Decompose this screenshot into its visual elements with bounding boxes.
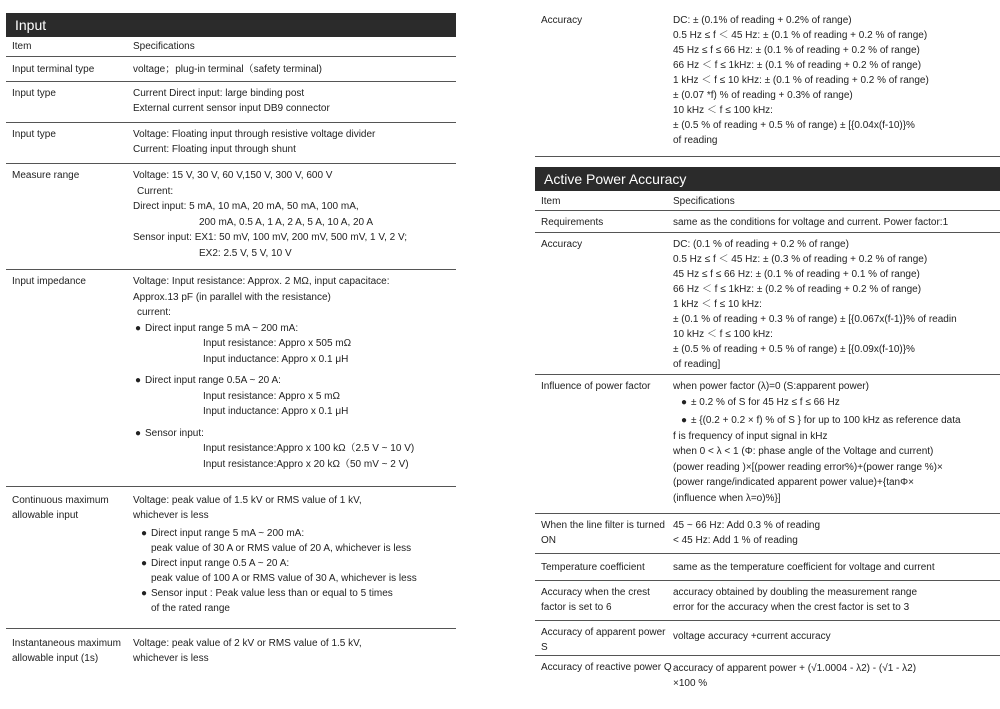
- row-item: Accuracy of reactive power Q: [541, 662, 672, 673]
- spec-line: 10 kHz ＜ f ≤ 100 kHz:: [673, 329, 773, 340]
- row-item: Input terminal type: [12, 64, 95, 75]
- spec-line: of reading: [673, 135, 718, 146]
- row-spec: [673, 560, 1000, 580]
- spec-line: Current: Floating input through shunt: [133, 144, 296, 155]
- bullet-icon: ●: [141, 588, 148, 599]
- header-item: Item: [12, 41, 32, 52]
- spec-line: EX2: 2.5 V, 5 V, 10 V: [199, 247, 292, 259]
- spec-line: (power reading )×[(power reading error%)+(power range %)×: [673, 461, 943, 473]
- row-spec: [673, 518, 1000, 553]
- spec-line: Voltage: 15 V, 30 V, 60 V,150 V, 300 V, 600 V: [133, 170, 333, 181]
- header-spec: Specifications: [133, 41, 195, 52]
- spec-line: 10 kHz ＜ f ≤ 100 kHz:: [673, 105, 773, 116]
- bullet-icon: ●: [681, 396, 688, 408]
- row-spec: [133, 636, 456, 666]
- table-row: [535, 554, 1000, 581]
- bullet-icon: ●: [141, 528, 148, 539]
- spec-line: 1 kHz ＜ f ≤ 10 kHz:: [673, 299, 762, 310]
- bullet-icon: ●: [141, 558, 148, 569]
- row-item: Accuracy: [541, 15, 583, 26]
- spec-line: Input resistance:Appro x 20 kΩ（50 mV ~ 2 V): [203, 458, 409, 470]
- bullet-icon: ●: [135, 375, 142, 386]
- spec-line: voltage accuracy +current accuracy: [673, 631, 831, 642]
- spec-line: 45 Hz ≤ f ≤ 66 Hz: ± (0.1 % of reading + 0.1 % of range): [673, 269, 920, 280]
- spec-line: (influence when λ=o)%}]: [673, 492, 781, 504]
- spec-line: f is frequency of input signal in kHz: [673, 430, 828, 442]
- table-row: [535, 233, 1000, 375]
- row-spec: [673, 625, 1000, 655]
- spec-line: accuracy obtained by doubling the measurement range: [673, 587, 918, 598]
- list-item: ● Sensor input : Peak value less than or equal to 5 times: [141, 588, 393, 599]
- spec-line: Direct input: 5 mA, 10 mA, 20 mA, 50 mA, 100 mA,: [133, 201, 359, 212]
- row-item: Accuracy: [541, 239, 583, 250]
- row-item: Temperature coefficient: [541, 562, 645, 573]
- power-spec-column: [535, 0, 1000, 691]
- row-item: Continuous maximum allowable input: [12, 495, 109, 521]
- row-item: Influence of power factor: [541, 381, 651, 392]
- table-row: [6, 123, 456, 164]
- row-spec: [673, 237, 1000, 374]
- spec-line: whichever is less: [133, 653, 209, 664]
- input-table-header: [6, 37, 456, 57]
- bullet-icon: ●: [135, 427, 142, 439]
- spec-line: DC: ± (0.1% of reading + 0.2% of range): [673, 15, 852, 26]
- row-item: Accuracy of apparent power S: [541, 627, 666, 653]
- bullet-icon: ●: [681, 415, 688, 426]
- spec-line: peak value of 30 A or RMS value of 20 A, whichever is less: [151, 543, 412, 554]
- spec-line: same as the temperature coefficient for voltage and current: [673, 562, 935, 573]
- power-table-header: [535, 191, 1000, 211]
- spec-line: Approx.13 pF (in parallel with the resistance): [133, 291, 331, 303]
- list-item: ● Direct input range 0.5A ~ 20 A:: [133, 373, 456, 389]
- spec-line: accuracy of apparent power + (√1.0004 - λ2) - (√1 - λ2): [673, 663, 917, 674]
- power-section-title: Active Power Accuracy: [535, 167, 1000, 191]
- spec-line: (power range/indicated apparent power value)+{tanΦ×: [673, 477, 914, 488]
- spec-line: error for the accuracy when the crest factor is set to 3: [673, 602, 910, 613]
- spec-line: Voltage: peak value of 2 kV or RMS value of 1.5 kV,: [133, 638, 362, 649]
- list-item: ● Sensor input:: [133, 426, 456, 442]
- list-item: ● Direct input range 5 mA ~ 200 mA:: [141, 528, 305, 539]
- spec-line: when power factor (λ)=0 (S:apparent power): [673, 381, 869, 392]
- spec-line: Voltage: Input resistance: Approx. 2 MΩ, input capacitace:: [133, 276, 390, 287]
- spec-line: whichever is less: [133, 510, 209, 521]
- spec-line: ± (0.1 % of reading + 0.3 % of range) ± [{0.067x(f-1)}% of readin: [673, 314, 957, 325]
- table-row: [6, 487, 456, 629]
- spec-line: External current sensor input DB9 connector: [133, 103, 330, 114]
- row-spec: [673, 660, 1000, 691]
- spec-line: 200 mA, 0.5 A, 1 A, 2 A, 5 A, 10 A, 20 A: [199, 216, 374, 228]
- spec-line: voltage；plug-in terminal（safety terminal): [133, 64, 322, 75]
- spec-line: 0.5 Hz ≤ f ＜ 45 Hz: ± (0.1 % of reading + 0.2 % of range): [673, 30, 928, 41]
- spec-line: 45 ~ 66 Hz: Add 0.3 % of reading: [673, 520, 821, 531]
- list-item: ● ± 0.2 % of S for 45 Hz ≤ f ≤ 66 Hz: [673, 395, 1000, 411]
- spec-line: Input inductance: Appro x 0.1 μH: [203, 406, 349, 417]
- table-row: [6, 270, 456, 487]
- spec-line: < 45 Hz: Add 1 % of reading: [673, 535, 798, 546]
- input-section-title: Input: [6, 13, 456, 37]
- spec-line: when 0 < λ < 1 (Φ: phase angle of the Voltage and current): [673, 446, 934, 457]
- table-row: [535, 514, 1000, 554]
- header-item: Item: [541, 196, 561, 207]
- spec-line: same as the conditions for voltage and current. Power factor:1: [673, 217, 949, 228]
- row-spec: [133, 127, 456, 163]
- row-item: Input type: [12, 129, 56, 140]
- spec-line: 1 kHz ＜ f ≤ 10 kHz: ± (0.1 % of reading + 0.2 % of range): [673, 75, 929, 86]
- list-item: ● Direct input range 0.5 A ~ 20 A:: [141, 558, 290, 569]
- row-item: Input impedance: [12, 276, 86, 287]
- spec-line: 66 Hz ＜ f ≤ 1kHz: ± (0.1 % of reading + 0.2 % of range): [673, 60, 922, 71]
- spec-line: 66 Hz ＜ f ≤ 1kHz: ± (0.2 % of reading + 0.2 % of range): [673, 284, 922, 295]
- spec-line: Current:: [137, 185, 174, 197]
- spec-line: Sensor input: EX1: 50 mV, 100 mV, 200 mV, 500 mV, 1 V, 2 V;: [133, 232, 408, 243]
- row-spec: [673, 13, 1000, 156]
- table-row: [6, 164, 456, 270]
- spec-line: of the rated range: [151, 603, 230, 614]
- bullet-icon: ●: [135, 322, 142, 334]
- table-row: [535, 211, 1000, 233]
- table-row: [535, 0, 1000, 157]
- spec-line: 45 Hz ≤ f ≤ 66 Hz: ± (0.1 % of reading + 0.2 % of range): [673, 45, 920, 56]
- list-item: ● Direct input range 5 mA ~ 200 mA:: [133, 321, 456, 337]
- spec-line: Input resistance:Appro x 100 kΩ（2.5 V ~ 10 V): [203, 443, 415, 454]
- row-spec: [133, 62, 456, 81]
- spec-line: Voltage: Floating input through resistive voltage divider: [133, 129, 376, 140]
- spec-line: Input resistance: Appro x 505 mΩ: [203, 338, 352, 349]
- table-row: [535, 621, 1000, 656]
- input-spec-column: [6, 0, 456, 666]
- spec-line: 0.5 Hz ≤ f ＜ 45 Hz: ± (0.3 % of reading + 0.2 % of range): [673, 254, 928, 265]
- spec-line: ± (0.5 % of reading + 0.5 % of range) ± [{0.09x(f-10)}%: [673, 344, 915, 355]
- spec-line: ×100 %: [673, 678, 708, 689]
- row-spec: [673, 585, 1000, 620]
- spec-line: Input inductance: Appro x 0.1 μH: [203, 353, 349, 365]
- table-row: [535, 375, 1000, 514]
- row-spec: [133, 274, 456, 486]
- row-item: Accuracy when the crest factor is set to 6: [541, 587, 650, 613]
- header-spec: Specifications: [673, 196, 735, 207]
- spec-line: Current Direct input: large binding post: [133, 88, 305, 99]
- spec-line: ± (0.07 *f) % of reading + 0.3% of range): [673, 90, 853, 101]
- row-spec: [673, 379, 1000, 513]
- table-row: [6, 82, 456, 123]
- row-item: Input type: [12, 88, 56, 99]
- table-row: [535, 656, 1000, 691]
- spec-line: peak value of 100 A or RMS value of 30 A, whichever is less: [151, 573, 417, 584]
- spec-line: ± (0.5 % of reading + 0.5 % of range) ± [{0.04x(f-10)}%: [673, 120, 915, 131]
- row-spec: [133, 493, 456, 628]
- spec-line: DC: (0.1 % of reading + 0.2 % of range): [673, 239, 849, 250]
- spec-line: of reading]: [673, 359, 721, 370]
- row-item: When the line filter is turned ON: [541, 520, 665, 546]
- row-spec: [133, 168, 456, 269]
- spec-line: Voltage: peak value of 1.5 kV or RMS value of 1 kV,: [133, 495, 362, 506]
- row-item: Instantaneous maximum allowable input (1s): [12, 638, 121, 664]
- spec-line: current:: [137, 307, 171, 318]
- row-spec: [673, 215, 1000, 232]
- table-row: [535, 581, 1000, 621]
- row-spec: [133, 86, 456, 122]
- list-item: ● ± {(0.2 + 0.2 × f) % of S } for up to 100 kHz as reference data: [673, 413, 1000, 429]
- table-row: [6, 57, 456, 82]
- table-row: [6, 629, 456, 666]
- spec-line: Input resistance: Appro x 5 mΩ: [203, 390, 340, 402]
- row-item: Measure range: [12, 170, 80, 181]
- row-item: Requirements: [541, 217, 604, 228]
